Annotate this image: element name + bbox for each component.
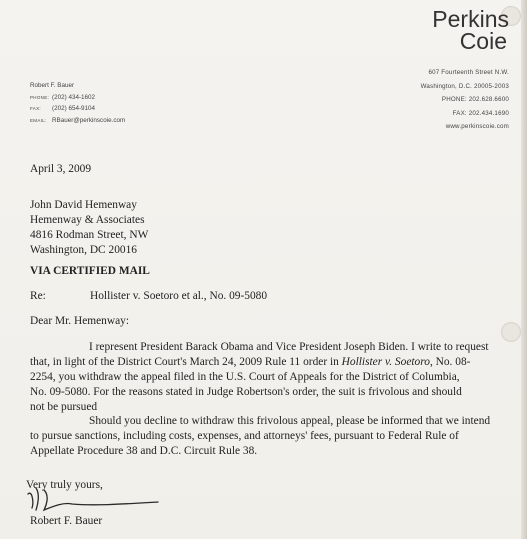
firm-address-line: Washington, D.C. 20005-2003 — [420, 82, 509, 90]
sender-phone: (202) 434-1602 — [52, 93, 96, 101]
firm-logo — [432, 8, 509, 52]
sender-phone-label: PHONE: — [30, 94, 50, 100]
sender-email-row — [30, 115, 125, 127]
delivery-method: VIA CERTIFIED MAIL — [30, 265, 150, 277]
hole-punch-middle — [501, 322, 521, 342]
firm-phone: PHONE: 202.628.6600 — [441, 96, 509, 103]
sender-fax: (202) 654-9104 — [52, 105, 96, 112]
sender-fax-label: FAX: — [30, 106, 41, 111]
letter-date: April 3, 2009 — [30, 163, 92, 175]
sender-fax-row — [30, 103, 125, 115]
re-label: Re: — [30, 290, 46, 302]
paragraph-text: that, in light of the District Court's March 24, 2009 Rule 11 order in — [30, 356, 342, 368]
recipient-line: John David Hemenway — [30, 199, 137, 211]
firm-address-block — [421, 66, 509, 134]
recipient-line: Washington, DC 20016 — [30, 244, 137, 256]
paragraph-line: I represent President Barack Obama and Vice President Joseph Biden. I write to request — [89, 341, 489, 353]
recipient-line: 4816 Rodman Street, NW — [30, 229, 149, 241]
re-text: Hollister v. Soetoro et al., No. 09-5080 — [90, 290, 268, 302]
closing: Very truly yours, — [26, 479, 103, 491]
paragraph-line — [30, 355, 489, 370]
sender-email-label: EMAIL: — [30, 117, 47, 123]
signer-name: Robert F. Bauer — [30, 515, 103, 527]
firm-address-line: 607 Fourteenth Street N.W. — [428, 69, 509, 76]
paragraph-line: Appellate Procedure 38 and D.C. Circuit Rule 38. — [30, 445, 258, 457]
paragraph-line: not be pursued — [30, 401, 98, 413]
paragraph-line: Should you decline to withdraw this frivolous appeal, please be informed that we intend — [89, 415, 491, 427]
case-name: Hollister v. Soetoro — [341, 356, 430, 368]
recipient-line: Hemenway & Associates — [30, 214, 145, 226]
paragraph-text: , No. 08- — [429, 356, 471, 368]
salutation: Dear Mr. Hemenway: — [30, 315, 130, 327]
sender-phone-row — [30, 92, 125, 104]
handwritten-signature — [24, 480, 164, 514]
body-paragraph-2 — [30, 414, 490, 459]
page-edge-shadow — [521, 0, 527, 539]
sender-block — [30, 80, 125, 126]
recipient-block — [30, 198, 148, 258]
firm-fax: FAX: 202.434.1690 — [452, 109, 509, 117]
firm-logo-line1: Perkins — [432, 6, 509, 32]
body-paragraph-1 — [30, 340, 489, 415]
sender-email: RBauer@perkinscoie.com — [52, 116, 126, 124]
sender-name: Robert F. Bauer — [30, 82, 75, 89]
firm-logo-line2: Coie — [459, 28, 507, 54]
paragraph-line: to pursue sanctions, including costs, expenses, and attorneys' fees, pursuant to Federal Rule of — [30, 430, 459, 442]
firm-website: www.perkinscoie.com — [445, 123, 509, 130]
paragraph-line: 2254, you withdraw the appeal filed in the U.S. Court of Appeals for the District of Columbia, — [30, 371, 460, 383]
paragraph-line: No. 09-5080. For the reasons stated in Judge Robertson's order, the suit is frivolous and should — [30, 386, 462, 398]
